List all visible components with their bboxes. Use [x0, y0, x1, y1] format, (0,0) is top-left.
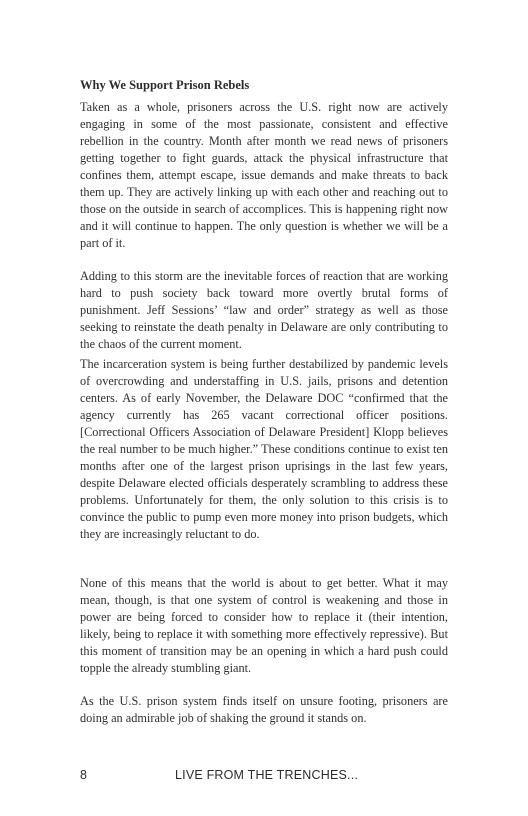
- running-head: LIVE FROM THE TRENCHES...: [175, 768, 359, 782]
- section-heading: Why We Support Prison Rebels: [80, 78, 250, 92]
- page-number: 8: [80, 768, 87, 782]
- paragraph-4: None of this means that the world is about to get better. What it may mean, though, is that one system of control is weakening and those in power are being forced to consider how to replace it (their intention, likely, being to replace it with something more effectively repressive). But this moment of transition may be an opening in which a hard push could topple the already stumbling giant.: [80, 576, 448, 675]
- paragraph-2: Adding to this storm are the inevitable forces of reaction that are working hard to push society back toward more overtly brutal forms of punishment. Jeff Sessions’ “law and order” strategy as well as those seeking to reinstate the death penalty in Delaware are only contributing to the chaos of the current moment.: [80, 269, 448, 351]
- page-footer: [0, 768, 528, 786]
- paragraph-3: The incarceration system is being further destabilized by pandemic levels of overcrowding and understaffing in U.S. jails, prisons and detention centers. As of early November, the Delaware DOC “confirmed that the agency currently has 265 vacant correctional officer positions. [Correctional Officers Association of Delaware President] Klopp believes the real number to be much higher.” These conditions continue to exist ten months after one of the largest prison uprisings in the last few years, despite Delaware elected officials desperately scrambling to address these problems. Unfortunately for them, the only solution to this crisis is to convince the public to pump even more money into prison budgets, which they are increasingly reluctant to do.: [80, 357, 448, 541]
- paragraph-1: Taken as a whole, prisoners across the U.S. right now are actively engaging in some of the most passionate, consistent and effective rebellion in the country. Month after month we read news of prisoners getting together to fight guards, attack the physical infrastructure that confines them, attempt escape, issue demands and make threats to back them up. They are actively linking up with each other and reaching out to those on the outside in search of accomplices. This is happening right now and it will continue to happen. The only question is whether we will be a part of it.: [80, 100, 448, 250]
- paragraph-5: As the U.S. prison system finds itself on unsure footing, prisoners are doing an admirable job of shaking the ground it stands on.: [80, 694, 448, 725]
